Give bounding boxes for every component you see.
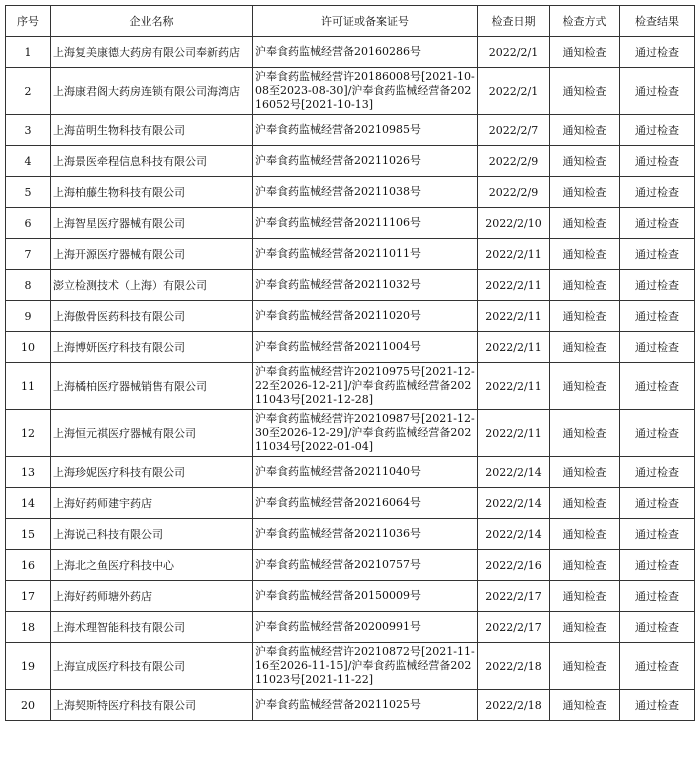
cell-company: 上海宣成医疗科技有限公司: [51, 643, 253, 690]
cell-company: 上海术理智能科技有限公司: [51, 612, 253, 643]
cell-date: 2022/2/18: [478, 643, 550, 690]
cell-date: 2022/2/17: [478, 581, 550, 612]
cell-company: 上海说己科技有限公司: [51, 519, 253, 550]
cell-license: 沪奉食药监械经营备20211038号: [253, 177, 478, 208]
cell-result: 通过检查: [620, 643, 695, 690]
cell-company: 上海康君阁大药房连锁有限公司海湾店: [51, 68, 253, 115]
cell-result: 通过检查: [620, 177, 695, 208]
header-no: 序号: [6, 6, 51, 37]
table-row: [6, 177, 695, 208]
inspection-table-container: [5, 5, 695, 721]
cell-no: 3: [6, 115, 51, 146]
cell-license: 沪奉食药监械经营备20211036号: [253, 519, 478, 550]
cell-license: 沪奉食药监械经营备20211025号: [253, 690, 478, 721]
table-row: [6, 301, 695, 332]
cell-method: 通知检查: [550, 270, 620, 301]
cell-company: 上海橘柏医疗器械销售有限公司: [51, 363, 253, 410]
table-row: [6, 612, 695, 643]
cell-method: 通知检查: [550, 146, 620, 177]
cell-company: 上海开源医疗器械有限公司: [51, 239, 253, 270]
table-row: [6, 410, 695, 457]
cell-no: 12: [6, 410, 51, 457]
cell-method: 通知检查: [550, 519, 620, 550]
cell-company: 上海恒元祺医疗器械有限公司: [51, 410, 253, 457]
cell-result: 通过检查: [620, 550, 695, 581]
cell-date: 2022/2/11: [478, 410, 550, 457]
cell-method: 通知检查: [550, 332, 620, 363]
cell-result: 通过检查: [620, 239, 695, 270]
cell-no: 19: [6, 643, 51, 690]
table-row: [6, 581, 695, 612]
cell-method: 通知检查: [550, 177, 620, 208]
header-date: 检查日期: [478, 6, 550, 37]
cell-license: 沪奉食药监械经营许20210987号[2021-12-30至2026-12-29]/沪奉食药监械经营备20211034号[2022-01-04]: [253, 410, 478, 457]
cell-no: 17: [6, 581, 51, 612]
cell-date: 2022/2/14: [478, 519, 550, 550]
header-company: 企业名称: [51, 6, 253, 37]
cell-result: 通过检查: [620, 690, 695, 721]
cell-method: 通知检查: [550, 410, 620, 457]
cell-license: 沪奉食药监械经营备20211026号: [253, 146, 478, 177]
cell-no: 6: [6, 208, 51, 239]
cell-license: 沪奉食药监械经营备20210757号: [253, 550, 478, 581]
cell-no: 14: [6, 488, 51, 519]
cell-method: 通知检查: [550, 550, 620, 581]
cell-license: 沪奉食药监械经营备20211011号: [253, 239, 478, 270]
cell-no: 2: [6, 68, 51, 115]
cell-result: 通过检查: [620, 115, 695, 146]
cell-result: 通过检查: [620, 519, 695, 550]
cell-company: 上海北之鱼医疗科技中心: [51, 550, 253, 581]
cell-license: 沪奉食药监械经营备20216064号: [253, 488, 478, 519]
cell-method: 通知检查: [550, 363, 620, 410]
cell-result: 通过检查: [620, 37, 695, 68]
cell-result: 通过检查: [620, 301, 695, 332]
cell-result: 通过检查: [620, 270, 695, 301]
cell-method: 通知检查: [550, 612, 620, 643]
cell-date: 2022/2/16: [478, 550, 550, 581]
cell-date: 2022/2/17: [478, 612, 550, 643]
table-row: [6, 457, 695, 488]
cell-date: 2022/2/18: [478, 690, 550, 721]
cell-no: 5: [6, 177, 51, 208]
cell-license: 沪奉食药监械经营备20211020号: [253, 301, 478, 332]
table-row: [6, 363, 695, 410]
cell-license: 沪奉食药监械经营许20210975号[2021-12-22至2026-12-21]/沪奉食药监械经营备20211043号[2021-12-28]: [253, 363, 478, 410]
table-row: [6, 68, 695, 115]
inspection-table: [5, 5, 695, 721]
cell-date: 2022/2/14: [478, 488, 550, 519]
cell-date: 2022/2/1: [478, 68, 550, 115]
cell-company: 上海傲骨医药科技有限公司: [51, 301, 253, 332]
table-row: [6, 332, 695, 363]
cell-result: 通过检查: [620, 612, 695, 643]
cell-date: 2022/2/11: [478, 301, 550, 332]
cell-result: 通过检查: [620, 208, 695, 239]
cell-method: 通知检查: [550, 643, 620, 690]
table-row: [6, 115, 695, 146]
cell-license: 沪奉食药监械经营备20200991号: [253, 612, 478, 643]
cell-license: 沪奉食药监械经营备20160286号: [253, 37, 478, 68]
cell-date: 2022/2/11: [478, 363, 550, 410]
cell-result: 通过检查: [620, 146, 695, 177]
cell-method: 通知检查: [550, 301, 620, 332]
cell-no: 18: [6, 612, 51, 643]
cell-method: 通知检查: [550, 208, 620, 239]
cell-license: 沪奉食药监械经营许20210872号[2021-11-16至2026-11-15]/沪奉食药监械经营备20211023号[2021-11-22]: [253, 643, 478, 690]
cell-no: 9: [6, 301, 51, 332]
cell-no: 1: [6, 37, 51, 68]
cell-no: 10: [6, 332, 51, 363]
cell-date: 2022/2/9: [478, 177, 550, 208]
cell-date: 2022/2/7: [478, 115, 550, 146]
table-header-row: [6, 6, 695, 37]
cell-no: 15: [6, 519, 51, 550]
cell-result: 通过检查: [620, 332, 695, 363]
cell-date: 2022/2/11: [478, 239, 550, 270]
cell-no: 13: [6, 457, 51, 488]
cell-method: 通知检查: [550, 581, 620, 612]
cell-license: 沪奉食药监械经营备20211004号: [253, 332, 478, 363]
header-license: 许可证或备案证号: [253, 6, 478, 37]
cell-license: 沪奉食药监械经营备20211040号: [253, 457, 478, 488]
cell-date: 2022/2/1: [478, 37, 550, 68]
cell-no: 8: [6, 270, 51, 301]
cell-company: 上海博妍医疗科技有限公司: [51, 332, 253, 363]
cell-date: 2022/2/10: [478, 208, 550, 239]
cell-result: 通过检查: [620, 68, 695, 115]
cell-license: 沪奉食药监械经营许20186008号[2021-10-08至2023-08-30]/沪奉食药监械经营备20216052号[2021-10-13]: [253, 68, 478, 115]
cell-license: 沪奉食药监械经营备20210985号: [253, 115, 478, 146]
header-result: 检查结果: [620, 6, 695, 37]
cell-license: 沪奉食药监械经营备20211032号: [253, 270, 478, 301]
cell-license: 沪奉食药监械经营备20150009号: [253, 581, 478, 612]
table-row: [6, 37, 695, 68]
table-row: [6, 270, 695, 301]
cell-result: 通过检查: [620, 488, 695, 519]
cell-method: 通知检查: [550, 457, 620, 488]
cell-company: 上海珍妮医疗科技有限公司: [51, 457, 253, 488]
cell-method: 通知检查: [550, 37, 620, 68]
cell-company: 上海好药师塘外药店: [51, 581, 253, 612]
cell-license: 沪奉食药监械经营备20211106号: [253, 208, 478, 239]
table-row: [6, 239, 695, 270]
cell-date: 2022/2/9: [478, 146, 550, 177]
table-row: [6, 643, 695, 690]
cell-result: 通过检查: [620, 410, 695, 457]
table-row: [6, 146, 695, 177]
cell-method: 通知检查: [550, 239, 620, 270]
cell-company: 上海柏藤生物科技有限公司: [51, 177, 253, 208]
table-row: [6, 208, 695, 239]
cell-no: 7: [6, 239, 51, 270]
cell-method: 通知检查: [550, 690, 620, 721]
cell-result: 通过检查: [620, 363, 695, 410]
cell-date: 2022/2/11: [478, 332, 550, 363]
table-row: [6, 550, 695, 581]
table-row: [6, 519, 695, 550]
cell-no: 4: [6, 146, 51, 177]
cell-company: 上海好药师建宇药店: [51, 488, 253, 519]
cell-company: 上海景医牵程信息科技有限公司: [51, 146, 253, 177]
cell-company: 上海智星医疗器械有限公司: [51, 208, 253, 239]
table-row: [6, 488, 695, 519]
cell-date: 2022/2/14: [478, 457, 550, 488]
cell-company: 上海苗明生物科技有限公司: [51, 115, 253, 146]
cell-company: 上海契斯特医疗科技有限公司: [51, 690, 253, 721]
cell-result: 通过检查: [620, 457, 695, 488]
cell-no: 20: [6, 690, 51, 721]
cell-result: 通过检查: [620, 581, 695, 612]
cell-no: 11: [6, 363, 51, 410]
table-row: [6, 690, 695, 721]
cell-date: 2022/2/11: [478, 270, 550, 301]
cell-method: 通知检查: [550, 488, 620, 519]
header-method: 检查方式: [550, 6, 620, 37]
cell-company: 上海复美康德大药房有限公司奉新药店: [51, 37, 253, 68]
cell-company: 澎立检测技术（上海）有限公司: [51, 270, 253, 301]
cell-method: 通知检查: [550, 68, 620, 115]
cell-method: 通知检查: [550, 115, 620, 146]
cell-no: 16: [6, 550, 51, 581]
